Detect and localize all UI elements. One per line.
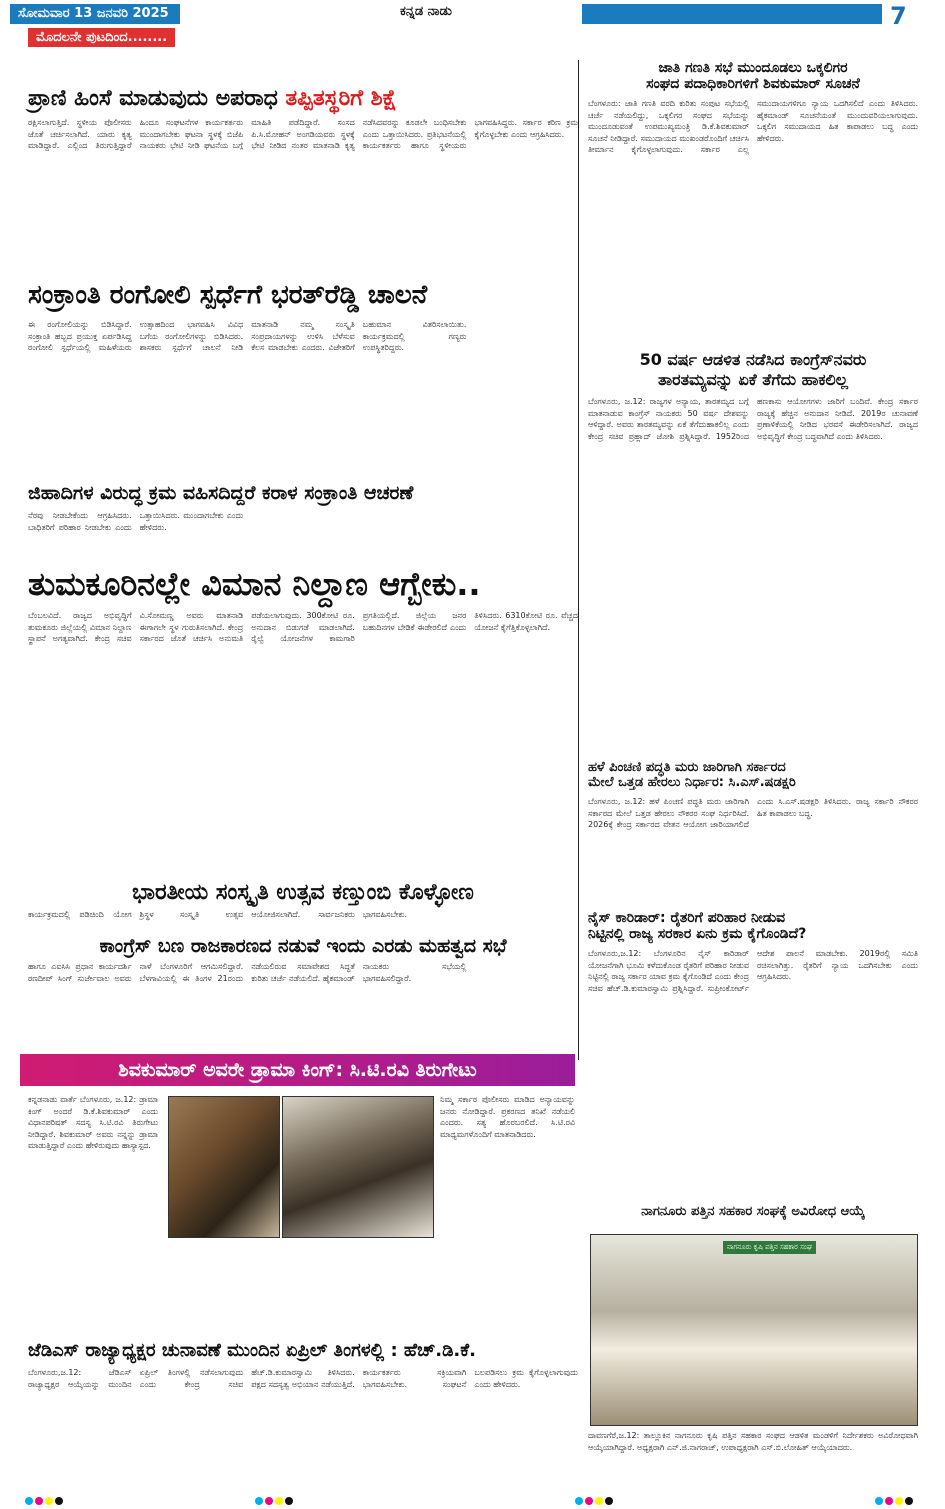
article-nice-corridor (588, 910, 918, 1218)
body-culture-fest: ಕಾರ್ಯಕ್ರಮದಲ್ಲಿ ಪಡಿಚಿಂದಿ ಯೋಗ ಶ್ರಿಸ್ಥಳ ಸಂಸ್ಕೃತಿ ಉತ್ಸವ ಆಯೋಜಿಸಲಾಗಿದೆ. ಸಾರ್ವಜನಿಕರು ಭಾಗವಹಿಸಬೇಕು. (28, 910, 408, 919)
headline-rangoli: ಸಂಕ್ರಾಂತಿ ರಂಗೋಲಿ ಸ್ಪರ್ಧೆಗೆ ಭರತ್‌ರೆಡ್ಡಿ ಚಾಲನೆ (28, 280, 428, 310)
headline-pension-2: ಮೇಲೆ ಒತ್ತಡ ಹೇರಲು ನಿರ್ಧಾರ: ಸಿ.ಎಸ್.ಷಡಕ್ಷರಿ (588, 775, 796, 790)
headline-nice-2: ನಿಟ್ಟಿನಲ್ಲಿ ರಾಜ್ಯ ಸರಕಾರ ಏನು ಕ್ರಮ ಕೈಗೊಂಡಿದೆ? (588, 926, 807, 942)
photo-naganur-group (590, 1234, 918, 1426)
headline-culture-fest: ಭಾರತೀಯ ಸಂಸ್ಕೃತಿ ಉತ್ಸವ ಕಣ್ತುಂಬಿ ಕೊಳ್ಳೋಣ (132, 880, 474, 905)
paper-name: ಕನ್ನಡ ನಾಡು (400, 4, 452, 19)
photo-dk-shivakumar (282, 1096, 434, 1238)
photo-banner-text: ನಾಗನೂರು ಕೃಷಿ ಪತ್ತಿನ ಸಹಕಾರ ಸಂಘ (723, 1241, 816, 1254)
page-number: 7 (890, 2, 907, 30)
print-registration-marks (25, 1490, 65, 1509)
headline-pension-1: ಹಳೆ ಪಿಂಚಣಿ ಪದ್ಧತಿ ಮರು ಜಾರಿಗಾಗಿ ಸರ್ಕಾರದ (588, 760, 786, 775)
body-jihadi: ನೆರವು ನೀಡಬೇಕೆಂದು ಆಗ್ರಹಿಸಿದರು. ಬಾಧಿತರಿಗೆ ಪರಿಹಾರ ನೀಡಬೇಕು ಎಂದು ಒತ್ತಾಯಿಸಿದರು. ಮುಂದಾಗಬೇಕು ಎಂದು ಹೇಳಿದರು. (28, 511, 244, 532)
article-jihadi (28, 482, 578, 550)
headline-jds: ಜೆಡಿಎಸ್ ರಾಜ್ಯಾಧ್ಯಕ್ಷರ ಚುನಾವಣೆ ಮುಂದಿನ ಏಪ್ರಿಲ್ ತಿಂಗಳಲ್ಲಿ : ಹೆಚ್.ಡಿ.ಕೆ. (28, 1340, 476, 1361)
headline-caste-census-2: ಸಂಘದ ಪದಾಧಿಕಾರಿಗಳಿಗೆ ಶಿವಕುಮಾರ್ ಸೂಚನೆ (646, 76, 860, 92)
article-congress-discrimination (588, 350, 918, 736)
article-congress-meet (28, 935, 578, 1051)
section-label: ಮೊದಲನೇ ಪುಟದಿಂದ........ (28, 28, 175, 47)
column-divider (578, 60, 579, 1060)
headline-discrimination-2: ತಾರತಮ್ಯವನ್ನು ಏಕೆ ತೆಗೆದು ಹಾಕಲಿಲ್ಲ (657, 370, 849, 389)
article-culture-fest (28, 880, 578, 931)
headline-jihadi: ಜಿಹಾದಿಗಳ ವಿರುದ್ಧ ಕ್ರಮ ವಹಿಸದಿದ್ದರೆ ಕರಾಳ ಸಂಕ್ರಾಂತಿ ಆಚರಣೆ (28, 482, 414, 504)
headline-naganur: ನಾಗನೂರು ಪತ್ತಿನ ಸಹಕಾರ ಸಂಘಕ್ಕೆ ಅವಿರೋಧ ಆಯ್ಕೆ (641, 1204, 865, 1219)
body-airport: ಬೆಂಬಲವಿದೆ. ರಾಜ್ಯದ ಅಭಿವೃದ್ಧಿಗೆ ತುಮಕೂರು ಜಿಲ್ಲೆಯಲ್ಲಿ ವಿಮಾನ ನಿಲ್ದಾಣ ಸ್ಥಾಪನೆ ಅಗತ್ಯವಾಗಿದೆ. ಕೇಂದ್ರ ಸಚಿವ ವಿ.ಸೋಮಣ್ಣ ಅವರು ಮಾತನಾಡಿ ಈಗಾಗಲೇ ಸ್ಥಳ ಗುರುತಿಸಲಾಗಿದೆ. ಕೇಂದ್ರ ಸರ್ಕಾರದ ಜೊತೆ ಚರ್ಚಿಸಿ ಅನುಮತಿ ಪಡೆಯಲಾಗುವುದು. 300ಕೋಟಿ ರೂ. ಅನುದಾನ ಬಿಡುಗಡೆ ಮಾಡಲಾಗಿದೆ. ರೈಲ್ವೆ ಯೋಜನೆಗಳ ಕಾಮಗಾರಿ ಪ್ರಗತಿಯಲ್ಲಿದೆ. ಜಿಲ್ಲೆಯ ಜನರ ಬಹುದಿನಗಳ ಬೇಡಿಕೆ ಈಡೇರಲಿದೆ ಎಂದು ತಿಳಿಸಿದರು. 6310ಕೋಟಿ ರೂ. ವೆಚ್ಚದ ಯೋಜನೆ ಕೈಗೆತ್ತಿಕೊಳ್ಳಲಾಗಿದೆ. (28, 611, 578, 643)
body-animal-cruelty: ರಕ್ಷಿಸಲಾಗುತ್ತಿದೆ. ಸ್ಥಳೀಯ ಪೊಲೀಸರು ಜೊತೆ ಚರ್ಚಿಸಲಾಗಿದೆ. ಯಾರು ಕೃತ್ಯ ಮಾಡಿದ್ದಾರೆ. ಎಲ್ಲಿಂದ ತಿರುಗುತ್ತಿದ್ದಾರೆ ಹಿಂದೂ ಸಂಘಟನೆಗಳ ಕಾರ್ಯಕರ್ತರು ಮುಂದಾಗಬೇಕು ಘಟನಾ ಸ್ಥಳಕ್ಕೆ ಬಿಜೆಪಿ ನಾಯಕರು ಭೇಟಿ ನೀಡಿ ಘಟನೆಯ ಬಗ್ಗೆ ಮಾಹಿತಿ ಪಡೆದಿದ್ದಾರೆ. ಸಂಸದ ಪಿ.ಸಿ.ಮೋಹನ್ ಅಂಗಡಿಯವರು ಸ್ಥಳಕ್ಕೆ ಭೇಟಿ ನೀಡಿದ ನಂತರ ಮಾತನಾಡಿ ಕೃತ್ಯ ನಡೆಸಿದವರನ್ನು ಕೂಡಲೇ ಬಂಧಿಸಬೇಕು ಎಂದು ಒತ್ತಾಯಿಸಿದರು. ಪ್ರತಿಭಟನೆಯಲ್ಲಿ ಕಾರ್ಯಕರ್ತರು ಹಾಗೂ ಸ್ಥಳೀಯರು ಭಾಗವಹಿಸಿದ್ದರು. ಸರ್ಕಾರ ಕಠಿಣ ಕ್ರಮ ಕೈಗೊಳ್ಳಬೇಕು ಎಂದು ಆಗ್ರಹಿಸಿದರು. (28, 118, 578, 150)
headline-animal-cruelty: ಪ್ರಾಣಿ ಹಿಂಸೆ ಮಾಡುವುದು ಅಪರಾಧ ತಪ್ಪಿತಸ್ಥರಿಗೆ ಶಿಕ್ಷೆ (28, 86, 397, 111)
print-registration-marks-3 (575, 1490, 615, 1509)
article-jds (28, 1340, 578, 1457)
photo-ct-ravi (168, 1096, 280, 1238)
headline-nice-1: ನೈಸ್ ಕಾರಿಡಾರ್: ರೈತರಿಗೆ ಪರಿಹಾರ ನೀಡುವ (588, 910, 786, 926)
body-rangoli: ಈ ರಂಗೋಲಿಯನ್ನು ಬಿಡಿಸಿದ್ದಾರೆ. ಸಂಕ್ರಾಂತಿ ಹಬ್ಬದ ಪ್ರಯುಕ್ತ ಏರ್ಪಡಿಸಿದ್ದ ರಂಗೋಲಿ ಸ್ಪರ್ಧೆಯಲ್ಲಿ ಮಹಿಳೆಯರು ಉತ್ಸಾಹದಿಂದ ಭಾಗವಹಿಸಿ ವಿವಿಧ ಬಗೆಯ ರಂಗೋಲಿಗಳನ್ನು ಬಿಡಿಸಿದರು. ಶಾಸಕರು ಸ್ಪರ್ಧೆಗೆ ಚಾಲನೆ ನೀಡಿ ಮಾತನಾಡಿ ನಮ್ಮ ಸಂಸ್ಕೃತಿ ಸಂಪ್ರದಾಯಗಳನ್ನು ಉಳಿಸಿ ಬೆಳೆಸುವ ಕೆಲಸ ಮಾಡಬೇಕು ಎಂದರು. ವಿಜೇತರಿಗೆ ಬಹುಮಾನ ವಿತರಿಸಲಾಯಿತು. ಕಾರ್ಯಕ್ರಮದಲ್ಲಿ ಗಣ್ಯರು ಉಪಸ್ಥಿತರಿದ್ದರು. (28, 320, 467, 352)
body-nice: ಬೆಂಗಳೂರು,ಜ.12: ಬೆಂಗಳೂರಿನ ನೈಸ್ ಕಾರಿಡಾರ್ ಯೋಜನೆಗಾಗಿ ಭೂಮಿ ಕಳೆದುಕೊಂಡ ರೈತರಿಗೆ ಪರಿಹಾರ ನೀಡುವ ನಿಟ್ಟಿನಲ್ಲಿ ರಾಜ್ಯ ಸರ್ಕಾರ ಯಾವ ಕ್ರಮ ಕೈಗೊಂಡಿದೆ ಎಂದು ಕೇಂದ್ರ ಸಚಿವ ಹೆಚ್.ಡಿ.ಕುಮಾರಸ್ವಾಮಿ ಪ್ರಶ್ನಿಸಿದ್ದಾರೆ. ಸುಪ್ರೀಂಕೋರ್ಟ್ ಆದೇಶ ಪಾಲನೆ ಮಾಡಬೇಕು. 2019ರಲ್ಲಿ ಸಮಿತಿ ರಚಿಸಲಾಗಿತ್ತು. ರೈತರಿಗೆ ನ್ಯಾಯ ಒದಗಿಸಬೇಕು ಎಂದು ಆಗ್ರಹಿಸಿದರು. (588, 949, 918, 993)
headline-drama-king: ಶಿವಕುಮಾರ್ ಅವರೇ ಡ್ರಾಮಾ ಕಿಂಗ್: ಸಿ.ಟಿ.ರವಿ ತಿರುಗೇಟು (20, 1054, 575, 1086)
body-jds: ಬೆಂಗಳೂರು,ಜ.12: ಜೆಡಿಎಸ್ ರಾಜ್ಯಾಧ್ಯಕ್ಷರ ಆಯ್ಕೆಯನ್ನು ಮುಂದಿನ ಏಪ್ರಿಲ್ ತಿಂಗಳಲ್ಲಿ ನಡೆಸಲಾಗುವುದು ಎಂದು ಕೇಂದ್ರ ಸಚಿವ ಹೆಚ್.ಡಿ.ಕುಮಾರಸ್ವಾಮಿ ತಿಳಿಸಿದರು. ಪಕ್ಷದ ಸದಸ್ಯತ್ವ ಅಭಿಯಾನ ನಡೆಯುತ್ತಿದೆ. ಕಾರ್ಯಕರ್ತರು ಸಕ್ರಿಯವಾಗಿ ಭಾಗವಹಿಸಬೇಕು. ಸಂಘಟನೆ ಬಲಪಡಿಸಲು ಕ್ರಮ ಕೈಗೊಳ್ಳಲಾಗುವುದು ಎಂದು ಹೇಳಿದರು. (28, 1368, 578, 1389)
body-pension: ಬೆಂಗಳೂರು, ಜ.12: ಹಳೆ ಪಿಂಚಣಿ ಪದ್ಧತಿ ಮರು ಜಾರಿಗಾಗಿ ಸರ್ಕಾರದ ಮೇಲೆ ಒತ್ತಡ ಹೇರಲು ನೌಕರರ ಸಂಘ ನಿರ್ಧರಿಸಿದೆ. 2026ಕ್ಕೆ ಕೇಂದ್ರ ಸರ್ಕಾರದ ವೇತನ ಆಯೋಗ ಜಾರಿಯಾಗಲಿದೆ ಎಂದು ಸಿ.ಎಸ್.ಷಡಕ್ಷರಿ ತಿಳಿಸಿದರು. ರಾಜ್ಯ ಸರ್ಕಾರಿ ನೌಕರರ ಹಿತ ಕಾಪಾಡಲು ಬದ್ಧ. (588, 797, 918, 829)
headline-discrimination-1: 50 ವರ್ಷ ಆಡಳಿತ ನಡೆಸಿದ ಕಾಂಗ್ರೆಸ್‌ನವರು (639, 350, 867, 369)
masthead-bar (582, 4, 882, 24)
article-animal-cruelty (28, 86, 578, 277)
body-drama-king-right: ನಿಮ್ಮ ಸರ್ಕಾರ ಪೊಲೀಸರು ಮಾಡಿದ ಅನ್ಯಾಯವನ್ನು ಜನರು ನೋಡಿದ್ದಾರೆ. ಪ್ರಕರಣದ ತನಿಖೆ ನಡೆಯಲಿ ಎಂದರು. ಸತ್ಯ ಹೊರಬರಲಿದೆ. ಸಿ.ಟಿ.ರವಿ ಮಾಧ್ಯಮಗಳೊಂದಿಗೆ ಮಾತನಾಡಿದರು. (440, 1095, 575, 1139)
article-caste-census (588, 60, 918, 323)
masthead (0, 0, 945, 52)
print-registration-marks-4 (875, 1490, 915, 1509)
article-rangoli (28, 280, 578, 469)
body-drama-king-left: ಕನ್ನಡನಾಡು ವಾರ್ತೆ ಬೆಂಗಳೂರು, ಜ.12: ಡ್ರಾಮಾ ಕಿಂಗ್ ಅಂದರೆ ಡಿ.ಕೆ.ಶಿವಕುಮಾರ್ ಎಂದು ವಿಧಾನಪರಿಷತ್ ಸದಸ್ಯ ಸಿ.ಟಿ.ರವಿ ತಿರುಗೇಟು ನೀಡಿದ್ದಾರೆ. ಶಿವಕುಮಾರ್ ಅವರು ನನ್ನನ್ನು ಡ್ರಾಮಾ ಮಾಡುತ್ತಿದ್ದಾರೆ ಎಂದು ಹೇಳಿರುವುದು ಹಾಸ್ಯಾಸ್ಪದ. (28, 1095, 158, 1150)
headline-caste-census-1: ಜಾತಿ ಗಣತಿ ಸಭೆ ಮುಂದೂಡಲು ಒಕ್ಕಲಿಗರ (658, 60, 848, 76)
body-naganur: ದಾವಣಗೆರೆ,ಜ.12: ತಾಲ್ಲೂಕಿನ ನಾಗನೂರು ಕೃಷಿ ಪತ್ತಿನ ಸಹಕಾರ ಸಂಘದ ಆಡಳಿತ ಮಂಡಳಿಗೆ ನಿರ್ದೇಶಕರು ಅವಿರೋಧವಾಗಿ ಆಯ್ಕೆಯಾಗಿದ್ದಾರೆ. ಅಧ್ಯಕ್ಷರಾಗಿ ಎನ್.ಜಿ.ನಾಗರಾಜ್, ಉಪಾಧ್ಯಕ್ಷರಾಗಿ ಎಸ್.ಬಿ.ಲೋಹಿತ್ ಆಯ್ಕೆಯಾದರು. (588, 1431, 918, 1452)
body-caste-census: ಬೆಂಗಳೂರು: ಜಾತಿ ಗಣತಿ ವರದಿ ಕುರಿತು ಸಂಪುಟ ಸಭೆಯಲ್ಲಿ ಚರ್ಚೆ ನಡೆಯಲಿದ್ದು, ಒಕ್ಕಲಿಗರ ಸಂಘದ ಸಭೆಯನ್ನು ಮುಂದೂಡುವಂತೆ ಉಪಮುಖ್ಯಮಂತ್ರಿ ಡಿ.ಕೆ.ಶಿವಕುಮಾರ್ ಸೂಚನೆ ನೀಡಿದ್ದಾರೆ. ಸಮುದಾಯದ ಮುಖಂಡರೊಂದಿಗೆ ಚರ್ಚಿಸಿ ತೀರ್ಮಾನ ಕೈಗೊಳ್ಳಲಾಗುವುದು. ಸರ್ಕಾರ ಎಲ್ಲ ಸಮುದಾಯಗಳಿಗೂ ನ್ಯಾಯ ಒದಗಿಸಲಿದೆ ಎಂದು ತಿಳಿಸಿದರು. ಹೈಕಮಾಂಡ್ ಸೂಚನೆಯಂತೆ ಮುಂದುವರಿಯಲಾಗುವುದು. ಒಕ್ಕಲಿಗ ಸಮುದಾಯದ ಹಿತ ಕಾಪಾಡಲು ಬದ್ಧ ಎಂದು ಹೇಳಿದರು. (588, 99, 918, 154)
article-naganur (588, 1204, 918, 1219)
headline-congress-meet: ಕಾಂಗ್ರೆಸ್ ಬಣ ರಾಜಕಾರಣದ ನಡುವೆ ಇಂದು ಎರಡು ಮಹತ್ವದ ಸಭೆ (99, 935, 507, 957)
article-airport (28, 565, 578, 860)
print-registration-marks-2 (255, 1490, 295, 1509)
body-congress-meet: ಹಾಗೂ ಎಐಸಿಸಿ ಪ್ರಧಾನ ಕಾರ್ಯದರ್ಶಿ ರಣದೀಪ್ ಸಿಂಗ್ ಸುರ್ಜೇವಾಲ ಅವರು ನಾಳೆ ಬೆಂಗಳೂರಿಗೆ ಆಗಮಿಸಲಿದ್ದಾರೆ. ಬೆಳಗಾವಿಯಲ್ಲಿ ಈ ತಿಂಗಳ 21ರಂದು ನಡೆಯಲಿರುವ ಸಮಾವೇಶದ ಸಿದ್ಧತೆ ಕುರಿತು ಚರ್ಚೆ ನಡೆಯಲಿದೆ. ಹೈಕಮಾಂಡ್ ನಾಯಕರು ಸಭೆಯಲ್ಲಿ ಭಾಗವಹಿಸಲಿದ್ದಾರೆ. (28, 962, 467, 983)
headline-airport: ತುಮಕೂರಿನಲ್ಲೇ ವಿಮಾನ ನಿಲ್ದಾಣ ಆಗ್ಬೇಕು.. (28, 565, 481, 603)
issue-date: ಸೋಮವಾರ 13 ಜನವರಿ 2025 (10, 4, 180, 24)
article-old-pension (588, 760, 918, 891)
body-discrimination: ಬೆಂಗಳೂರು, ಜ.12: ರಾಜ್ಯಗಳ ಅನ್ಯಾಯ, ತಾರತಮ್ಯದ ಬಗ್ಗೆ ಮಾತನಾಡುವ ಕಾಂಗ್ರೆಸ್ ನಾಯಕರು 50 ವರ್ಷ ದೇಶವನ್ನು ಆಳಿದ್ದಾರೆ. ಅವರು ತಾರತಮ್ಯವನ್ನು ಏಕೆ ತೆಗೆದುಹಾಕಲಿಲ್ಲ ಎಂದು ಕೇಂದ್ರ ಸಚಿವ ಪ್ರಹ್ಲಾದ್ ಜೋಶಿ ಪ್ರಶ್ನಿಸಿದ್ದಾರೆ. 1952ರಿಂದ ಹಣಕಾಸು ಆಯೋಗಗಳು ಜಾರಿಗೆ ಬಂದಿವೆ. ಕೇಂದ್ರ ಸರ್ಕಾರ ರಾಜ್ಯಕ್ಕೆ ಹೆಚ್ಚಿನ ಅನುದಾನ ನೀಡಿದೆ. 2019ರ ಚುನಾವಣೆ ಪ್ರಣಾಳಿಕೆಯಲ್ಲಿ ನೀಡಿದ ಭರವಸೆ ಈಡೇರಿಸಲಾಗಿದೆ. ರಾಜ್ಯದ ಅಭಿವೃದ್ಧಿಗೆ ಕೇಂದ್ರ ಬದ್ಧವಾಗಿದೆ ಎಂದು ತಿಳಿಸಿದರು. (588, 397, 918, 441)
